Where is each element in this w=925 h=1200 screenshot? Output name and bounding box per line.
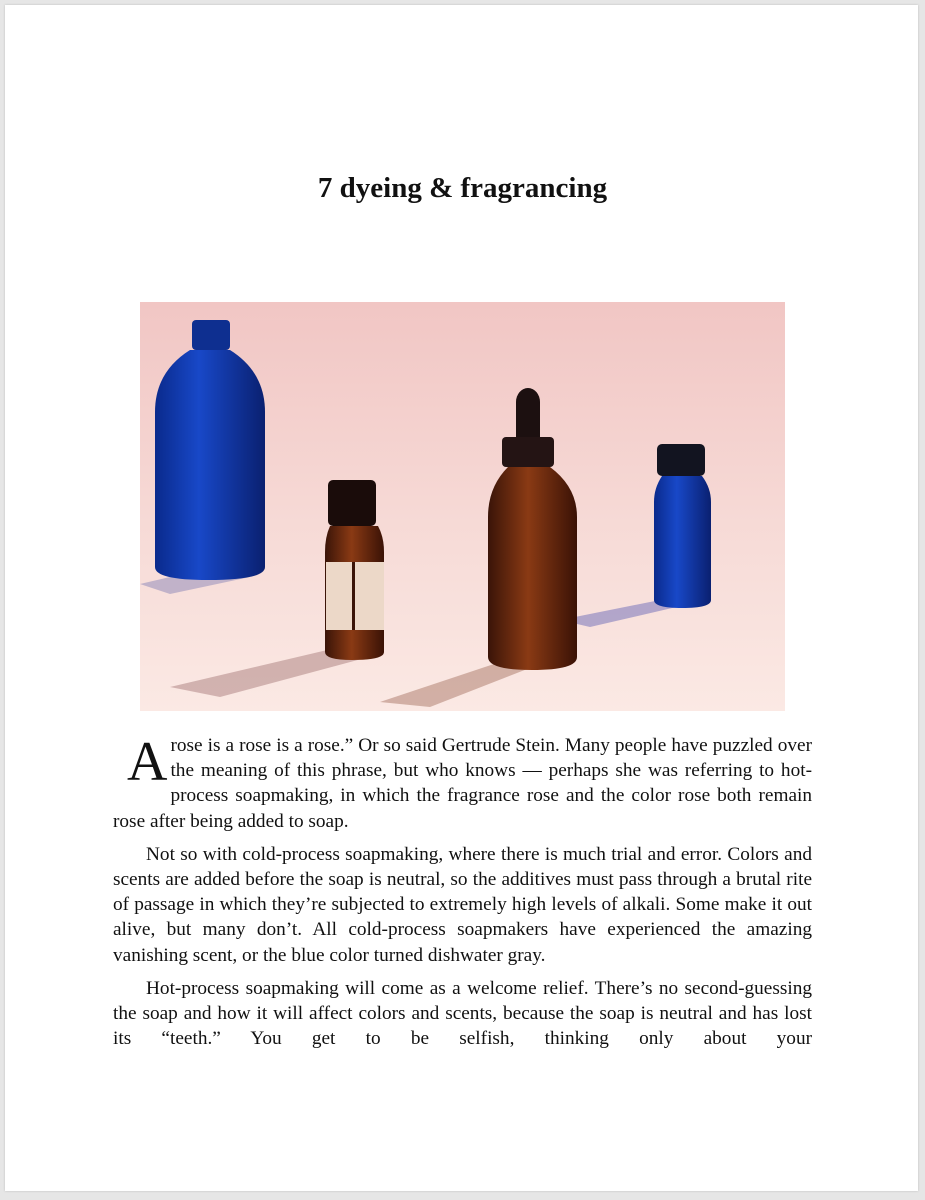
paragraph-1: [113, 733, 812, 834]
paragraph-2: Not so with cold-process soapmaking, where there is much trial and error. Colors and scents are added before the soap is neutral, so the additives must pass through a brutal rite of passage in which they’re subjected to extremely high levels of alkali. Some make it out alive, but many don’t. All cold-process soapmakers have experienced the amazing vanishing scent, or the blue color turned dishwater gray.: [113, 843, 812, 966]
paragraph-1-text: rose is a rose is a rose.” Or so said Gertrude Stein. Many people have puzzled over the meaning of this phrase, but who knows — perhaps she was referring to hot-process soapmaking, in which the fragrance rose and the color rose both remain rose after being added to soap.: [113, 735, 812, 832]
bottles-photo: [140, 302, 785, 711]
small-amber-bottle: [325, 480, 384, 660]
small-blue-bottle: [654, 444, 711, 608]
paragraph-3: Hot-process soapmaking will come as a welcome relief. There’s no second-guessing the soap and how it will affect colors and scents, because the soap is neutral and has lost its “teeth.” You get to be selfish, thinking only about your: [113, 977, 812, 1050]
body-text: [113, 733, 812, 1059]
drop-cap: A: [127, 731, 168, 793]
chapter-title: 7 dyeing & fragrancing: [317, 172, 608, 204]
